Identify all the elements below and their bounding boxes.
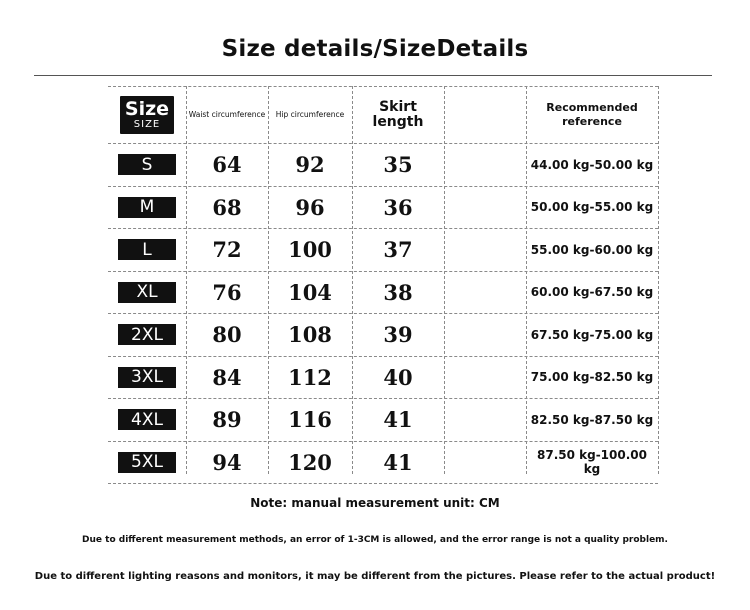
size-cell	[108, 442, 186, 484]
skirt-length-value: 38	[383, 279, 413, 305]
page-title: Size details/SizeDetails	[221, 36, 529, 62]
hip-value: 92	[295, 152, 325, 178]
waist-value: 76	[212, 279, 242, 305]
size-cell	[108, 187, 186, 229]
waist-value: 68	[212, 194, 242, 220]
table-row	[108, 144, 658, 187]
waist-value: 84	[212, 364, 242, 390]
size-logo	[120, 96, 174, 134]
size-cell	[108, 229, 186, 271]
hip-value: 108	[288, 322, 332, 348]
recommended-weight: 67.50 kg-75.00 kg	[530, 327, 654, 342]
header-waist: Waist circumference	[188, 110, 266, 119]
size-badge: M	[118, 197, 176, 218]
hip-value: 104	[288, 279, 332, 305]
recommended-weight: 60.00 kg-67.50 kg	[530, 285, 654, 300]
note-unit: Note: manual measurement unit: CM	[250, 496, 500, 510]
title-divider	[34, 75, 712, 76]
empty-cell	[444, 187, 526, 229]
table-row	[108, 357, 658, 400]
waist-value: 94	[212, 449, 242, 475]
size-table	[108, 86, 658, 484]
size-logo-subtext: SIZE	[133, 118, 161, 130]
column-divider	[186, 86, 187, 474]
skirt-length-value: 40	[383, 364, 413, 390]
skirt-length-value: 41	[383, 407, 413, 433]
empty-cell	[444, 229, 526, 271]
recommended-weight: 44.00 kg-50.00 kg	[530, 157, 654, 172]
size-badge: L	[118, 239, 176, 260]
column-divider	[352, 86, 353, 474]
note-lighting: Due to different lighting reasons and monitors, it may be different from the pictures. Please refer to the actual product!	[34, 571, 716, 582]
note-error: Due to different measurement methods, an error of 1-3CM is allowed, and the error range is not a quality problem.	[82, 535, 668, 545]
empty-cell	[444, 399, 526, 441]
size-cell	[108, 399, 186, 441]
table-header-row	[108, 86, 658, 144]
waist-value: 89	[212, 407, 242, 433]
size-badge: S	[118, 154, 176, 175]
hip-value: 100	[288, 237, 332, 263]
recommended-weight: 87.50 kg-100.00 kg	[537, 448, 647, 477]
size-cell	[108, 357, 186, 399]
waist-value: 64	[212, 152, 242, 178]
table-row	[108, 272, 658, 315]
column-divider	[268, 86, 269, 474]
table-row	[108, 229, 658, 272]
skirt-length-value: 41	[383, 449, 413, 475]
size-badge: XL	[118, 282, 176, 303]
empty-cell	[444, 357, 526, 399]
header-skirt-length: Skirt length	[372, 99, 424, 130]
size-cell	[108, 144, 186, 186]
skirt-length-value: 35	[383, 152, 413, 178]
recommended-weight: 75.00 kg-82.50 kg	[530, 370, 654, 385]
column-divider	[658, 86, 659, 474]
waist-value: 80	[212, 322, 242, 348]
column-divider	[526, 86, 527, 474]
recommended-weight: 82.50 kg-87.50 kg	[530, 412, 654, 427]
empty-cell	[444, 314, 526, 356]
hip-value: 116	[288, 407, 332, 433]
size-cell	[108, 272, 186, 314]
skirt-length-value: 36	[383, 194, 413, 220]
hip-value: 120	[288, 449, 332, 475]
recommended-weight: 55.00 kg-60.00 kg	[530, 242, 654, 257]
size-badge: 3XL	[118, 367, 176, 388]
hip-value: 96	[295, 194, 325, 220]
waist-value: 72	[212, 237, 242, 263]
skirt-length-value: 39	[383, 322, 413, 348]
skirt-length-value: 37	[383, 237, 413, 263]
table-row	[108, 187, 658, 230]
header-recommended: Recommended reference	[546, 101, 638, 128]
size-badge: 2XL	[118, 324, 176, 345]
column-divider	[444, 86, 445, 474]
empty-cell	[444, 272, 526, 314]
empty-cell	[444, 442, 526, 484]
empty-cell	[444, 144, 526, 186]
size-badge: 5XL	[118, 452, 176, 473]
header-hip: Hip circumference	[275, 110, 345, 119]
size-badge: 4XL	[118, 409, 176, 430]
table-row	[108, 442, 658, 485]
header-empty	[444, 87, 526, 143]
recommended-weight: 50.00 kg-55.00 kg	[530, 200, 654, 215]
table-row	[108, 399, 658, 442]
size-logo-text: Size	[124, 97, 170, 120]
header-size-cell	[108, 87, 186, 143]
table-row	[108, 314, 658, 357]
size-cell	[108, 314, 186, 356]
hip-value: 112	[288, 364, 332, 390]
